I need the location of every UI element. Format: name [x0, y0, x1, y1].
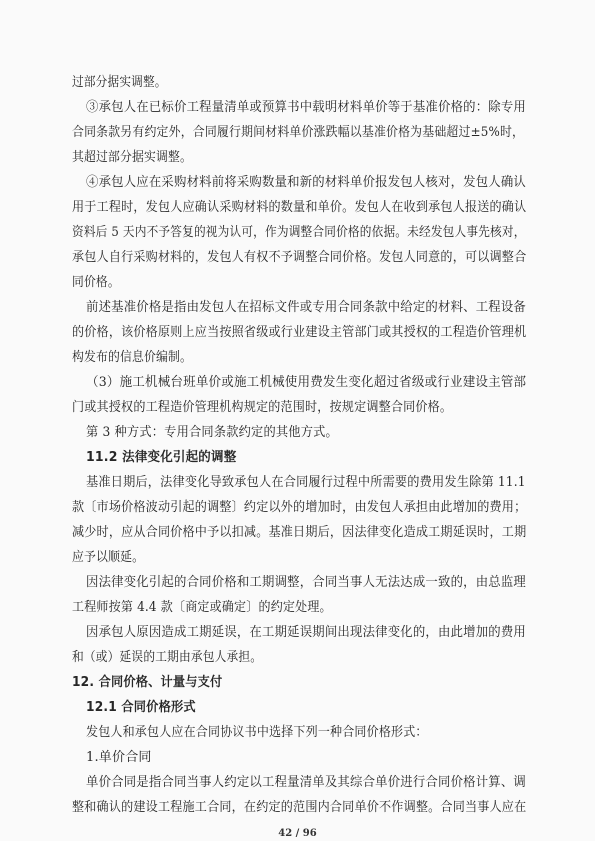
text-line: 合同条款另有约定外，合同履行期间材料单价涨跌幅以基准价格为基础超过±5%时， — [72, 125, 525, 140]
text-line: 的价格，该价格原则上应当按照省级或行业建设主管部门或其授权的工程造价管理机 — [72, 325, 527, 340]
text-line: 应予以顺延。 — [72, 550, 145, 565]
text-line: 承包人自行采购材料的，发包人有权不予调整合同价格。发包人同意的，可以调整合 — [72, 250, 527, 265]
text-line: 资料后 5 天内不予答复的视为认可，作为调整合同价格的依据。未经发包人事先核对， — [72, 225, 526, 240]
text-line: 过部分据实调整。 — [72, 75, 167, 90]
text-line: 1.单价合同 — [86, 750, 152, 765]
text-line: 因法律变化引起的合同价格和工期调整，合同当事人无法达成一致的，由总监理 — [86, 575, 527, 590]
page-number: 42 / 96 — [278, 828, 317, 839]
text-line: 和（或）延误的工期由承包人承担。 — [72, 650, 263, 665]
text-line: 其超过部分据实调整。 — [72, 150, 193, 165]
section-heading: 12.1 合同价格形式 — [86, 700, 196, 715]
text-line: 门或其授权的工程造价管理机构规定的范围时，按规定调整合同价格。 — [72, 400, 453, 415]
text-line: 因承包人原因造成工期延误，在工期延误期间出现法律变化的，由此增加的费用 — [86, 625, 527, 640]
text-line: 工程师按第 4.4 款〔商定或确定〕的约定处理。 — [72, 600, 332, 615]
text-line: 构发布的信息价编制。 — [72, 350, 193, 365]
text-line: 整和确认的建设工程施工合同，在约定的范围内合同单价不作调整。合同当事人应在 — [72, 800, 527, 815]
text-line: 发包人和承包人应在合同协议书中选择下列一种合同价格形式： — [86, 725, 428, 740]
text-line: 款〔市场价格波动引起的调整〕约定以外的增加时，由发包人承担由此增加的费用； — [72, 500, 527, 515]
text-line: 第 3 种方式：专用合同条款约定的其他方式。 — [86, 425, 338, 440]
text-line: 基准日期后，法律变化导致承包人在合同履行过程中所需要的费用发生除第 11.1 — [86, 475, 526, 490]
section-heading: 12. 合同价格、计量与支付 — [72, 675, 223, 690]
text-line: 用于工程时，发包人应确认采购材料的数量和单价。发包人在收到承包人报送的确认 — [72, 200, 527, 215]
text-line: （3）施工机械台班单价或施工机械使用费发生变化超过省级或行业建设主管部 — [86, 375, 527, 390]
text-line: 同价格。 — [72, 275, 120, 290]
text-line: 单价合同是指合同当事人约定以工程量清单及其综合单价进行合同价格计算、调 — [86, 775, 527, 790]
text-line: 减少时，应从合同价格中予以扣减。基准日期后，因法律变化造成工期延误时，工期 — [72, 525, 527, 540]
text-line: ③承包人在已标价工程量清单或预算书中载明材料单价等于基准价格的：除专用 — [86, 100, 527, 115]
text-line: ④承包人应在采购材料前将采购数量和新的材料单价报发包人核对，发包人确认 — [86, 175, 527, 190]
text-line: 前述基准价格是指由发包人在招标文件或专用合同条款中给定的材料、工程设备 — [86, 300, 527, 315]
section-heading: 11.2 法律变化引起的调整 — [86, 450, 237, 465]
